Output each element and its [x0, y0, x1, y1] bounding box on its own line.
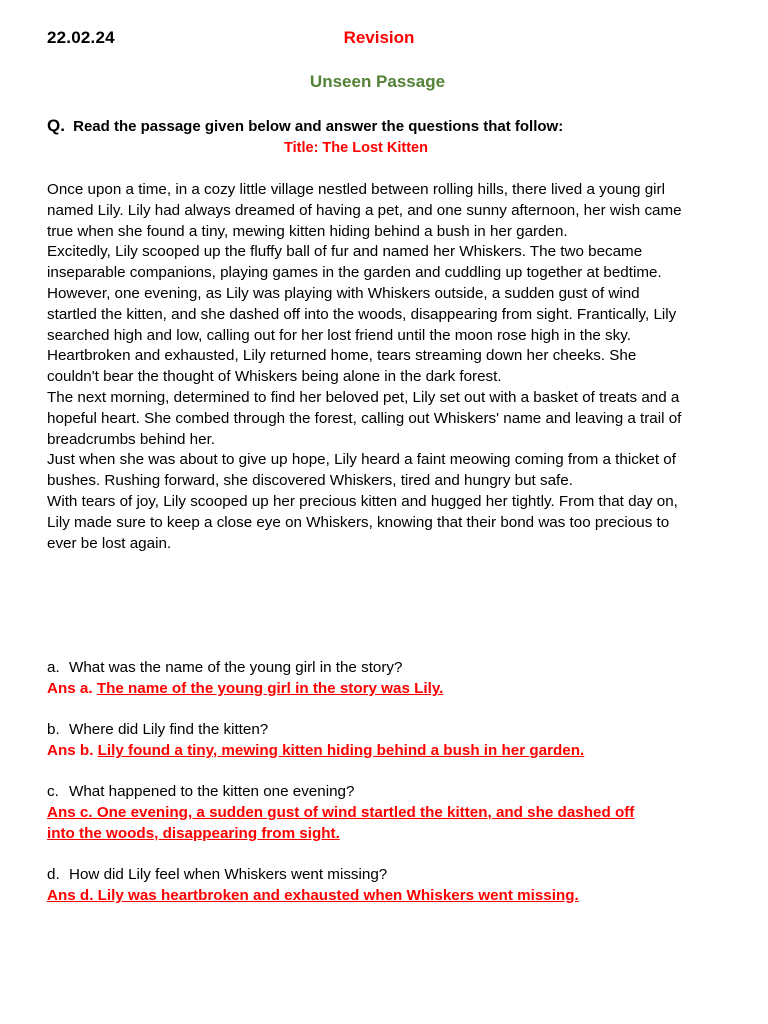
answer-body: The name of the young girl in the story was Lily.	[96, 679, 444, 697]
question-label: Q.	[47, 116, 65, 135]
question-block-b	[47, 720, 707, 762]
passage-paragraph: Once upon a time, in a cozy little village nestled between rolling hills, there lived a young girl named Lily. Lily had always dreamed of having a pet, and one sunny afternoon, her wish came true when she found a tiny, mewing kitten hiding behind a bush in her garden.	[47, 181, 682, 240]
answer-body: Lily found a tiny, mewing kitten hiding behind a bush in her garden.	[97, 741, 585, 759]
passage-paragraph: Heartbroken and exhausted, Lily returned home, tears streaming down her cheeks. She couldn't bear the thought of Whiskers being alone in the dark forest.	[47, 347, 637, 386]
question-text	[47, 865, 707, 886]
answer-label: Ans b.	[47, 741, 94, 759]
question-block-a	[47, 658, 707, 700]
passage-paragraph: Excitedly, Lily scooped up the fluffy ball of fur and named her Whiskers. The two became inseparable companions, playing games in the garden and cuddling up together at bedtime.	[47, 243, 662, 282]
unseen-passage-heading: Unseen Passage	[309, 72, 446, 91]
question-text	[47, 782, 707, 803]
answer-body: One evening, a sudden gust of wind startled the kitten, and she dashed off into the woods, disappearing from sight.	[47, 803, 635, 842]
question-block-d	[47, 865, 707, 907]
passage-title: Title: The Lost Kitten	[284, 140, 428, 156]
question-letter: c.	[47, 783, 59, 800]
revision-heading: Revision	[343, 28, 415, 47]
answer-body: Lily was heartbroken and exhausted when Whiskers went missing.	[97, 886, 579, 904]
answer-text	[47, 679, 707, 700]
passage-body	[47, 180, 687, 554]
question-body: Where did Lily find the kitten?	[69, 721, 269, 738]
question-letter: b.	[47, 721, 60, 738]
question-letter: a.	[47, 659, 60, 676]
question-body: What happened to the kitten one evening?	[69, 783, 355, 800]
question-instruction	[47, 116, 563, 136]
question-body: What was the name of the young girl in the story?	[69, 659, 403, 676]
passage-paragraph: However, one evening, as Lily was playing with Whiskers outside, a sudden gust of wind startled the kitten, and she dashed off into the woods, disappearing from sight. Frantically, Lily searched high and low, calling out for her lost friend until the moon rose high in the sky.	[47, 284, 677, 344]
answer-text	[47, 741, 707, 762]
answer-label: Ans a.	[47, 679, 93, 697]
passage-paragraph: With tears of joy, Lily scooped up her precious kitten and hugged her tightly. From that day on, Lily made sure to keep a close eye on Whiskers, knowing that their bond was too precious to ever be lost again.	[47, 492, 678, 552]
question-text	[47, 658, 707, 679]
answer-label: Ans c.	[47, 803, 93, 821]
passage-paragraph: The next morning, determined to find her beloved pet, Lily set out with a basket of treats and a hopeful heart. She combed through the forest, calling out Whiskers' name and leaving a trail of breadcrumbs behind her.	[47, 388, 682, 448]
answer-text	[47, 886, 707, 907]
question-body: How did Lily feel when Whiskers went missing?	[69, 866, 388, 883]
instruction-text: Read the passage given below and answer the questions that follow:	[73, 118, 564, 135]
date-label: 22.02.24	[47, 28, 115, 47]
passage-paragraph: Just when she was about to give up hope, Lily heard a faint meowing coming from a thicket of bushes. Rushing forward, she discovered Whiskers, tired and hungry but safe.	[47, 451, 676, 490]
answer-text	[47, 803, 662, 845]
question-block-c	[47, 782, 707, 844]
answer-label: Ans d.	[47, 886, 94, 904]
question-letter: d.	[47, 866, 60, 883]
question-text	[47, 720, 707, 741]
